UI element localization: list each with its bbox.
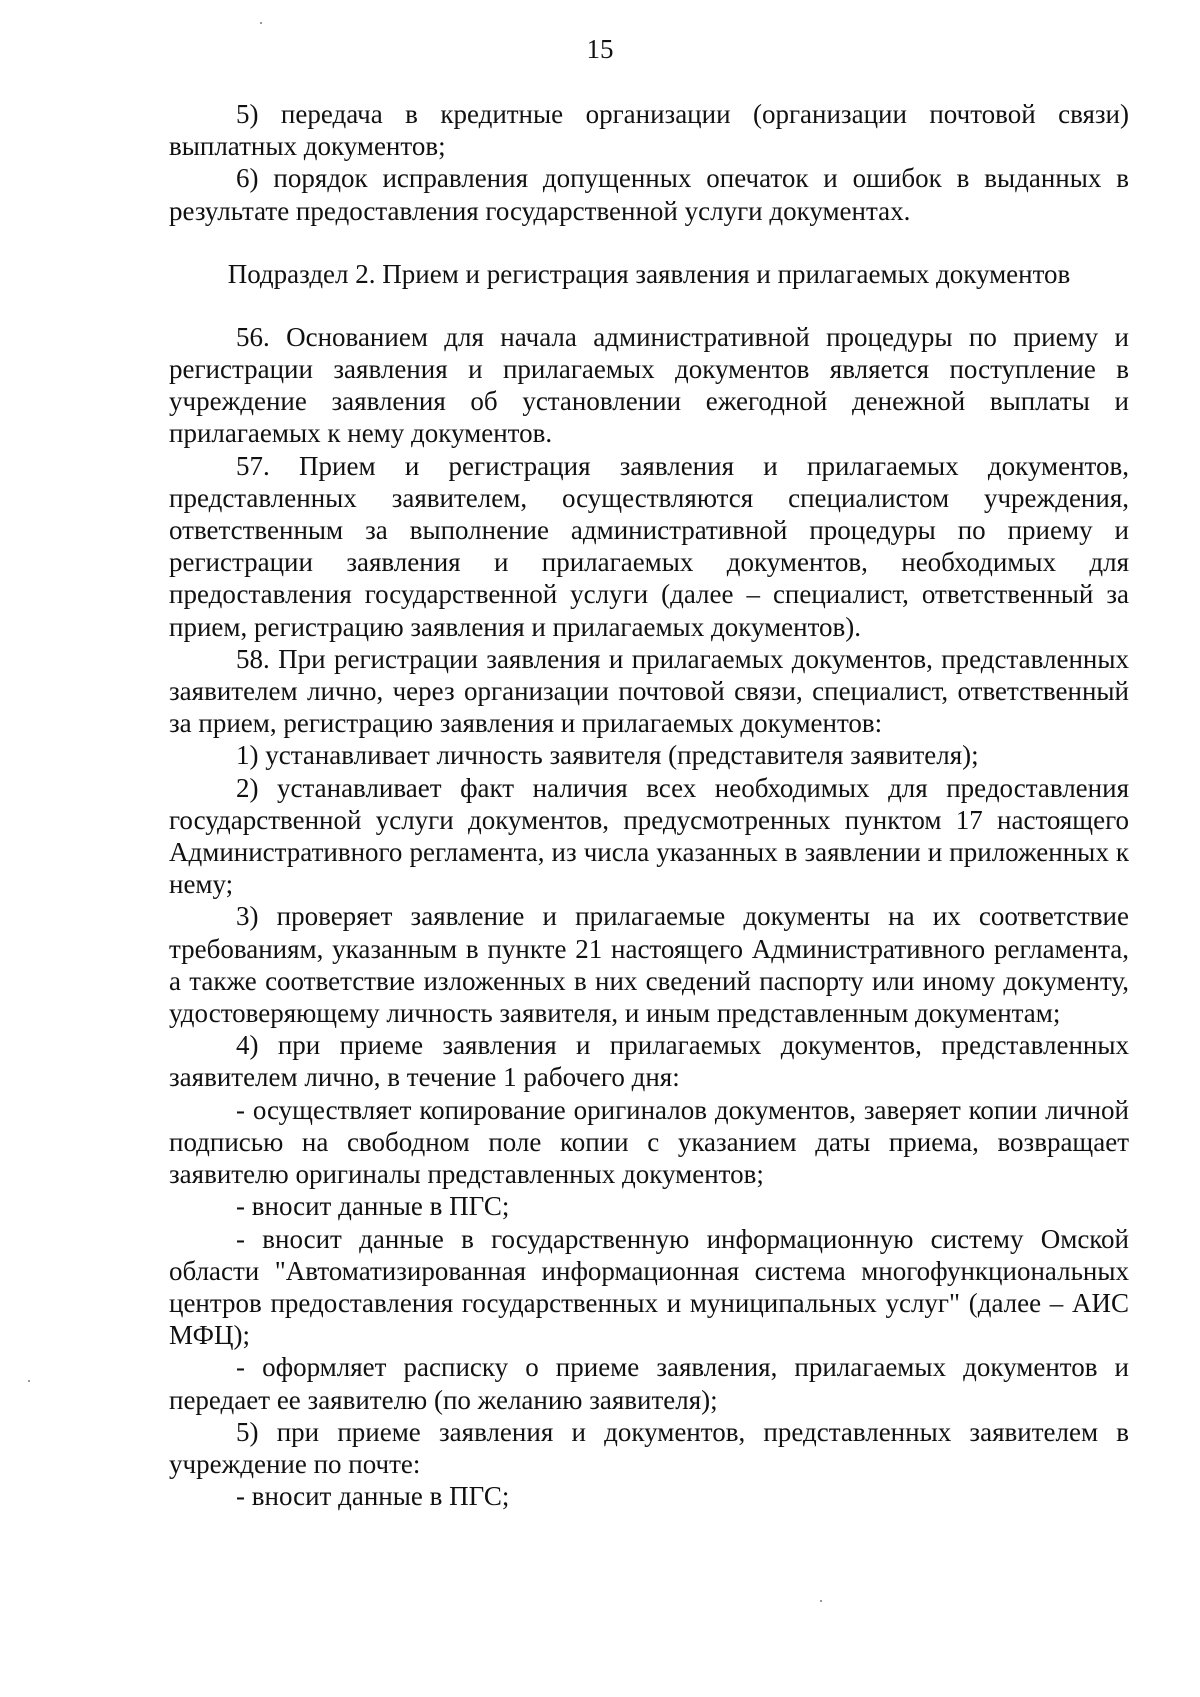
dash-item: - осуществляет копирование оригиналов документов, заверяет копии личной подписью на свободном поле копии с указанием даты приема, возвращает заявителю оригиналы представленных документов; xyxy=(169,1094,1129,1190)
list-item: 1) устанавливает личность заявителя (представителя заявителя); xyxy=(236,740,979,771)
paragraph: 58. При регистрации заявления и прилагаемых документов, представленных заявителем лично, через организации почтовой связи, специалист, ответственный за прием, регистрацию заявления и прилагаемых документов: xyxy=(169,643,1129,739)
dash-item: - вносит данные в ПГС; xyxy=(236,1191,510,1222)
dash-item: - вносит данные в государственную информационную систему Омской области "Автоматизированная информационная система многофункциональных центров предоставления государственных и муниципальных услуг" (далее – АИС МФЦ); xyxy=(169,1223,1129,1351)
dash-item: - вносит данные в ПГС; xyxy=(236,1481,510,1512)
document-body xyxy=(169,98,1129,1512)
dash-item: - оформляет расписку о приеме заявления, прилагаемых документов и передает ее заявителю (по желанию заявителя); xyxy=(169,1352,1129,1415)
paragraph: 57. Прием и регистрация заявления и прилагаемых документов, представленных заявителем, осуществляются специалистом учреждения, ответственным за выполнение административной процедуры по приему и регистрации заявления и прилагаемых документов, необходимых для предоставления государственной услуги (далее – специалист, ответственный за прием, регистрацию заявления и прилагаемых документов). xyxy=(169,450,1129,642)
scan-speck xyxy=(820,1600,822,1602)
paragraph: 6) порядок исправления допущенных опечаток и ошибок в выданных в результате предоставления государственной услуги документах. xyxy=(169,163,1129,226)
list-item: 4) при приеме заявления и прилагаемых документов, представленных заявителем лично, в течение 1 рабочего дня: xyxy=(169,1030,1129,1093)
list-item: 5) при приеме заявления и документов, представленных заявителем в учреждение по почте: xyxy=(169,1416,1129,1479)
paragraph: 56. Основанием для начала административной процедуры по приему и регистрации заявления и прилагаемых документов является поступление в учреждение заявления об установлении ежегодной денежной выплаты и прилагаемых к нему документов. xyxy=(169,321,1129,449)
scan-speck xyxy=(260,22,262,24)
section-heading: Подраздел 2. Прием и регистрация заявления и прилагаемых документов xyxy=(227,258,1071,289)
paragraph: 5) передача в кредитные организации (организации почтовой связи) выплатных документов; xyxy=(169,99,1129,162)
list-item: 3) проверяет заявление и прилагаемые документы на их соответствие требованиям, указанным в пункте 21 настоящего Административного регламента, а также соответствие изложенных в них сведений паспорту или иному документу, удостоверяющему личность заявителя, и иным представленным документам; xyxy=(169,901,1129,1029)
list-item: 2) устанавливает факт наличия всех необходимых для предоставления государственной услуги документов, предусмотренных пунктом 17 настоящего Административного регламента, из числа указанных в заявлении и приложенных к нему; xyxy=(169,772,1129,900)
scan-speck xyxy=(28,1380,30,1382)
page-number: 15 xyxy=(586,34,614,64)
